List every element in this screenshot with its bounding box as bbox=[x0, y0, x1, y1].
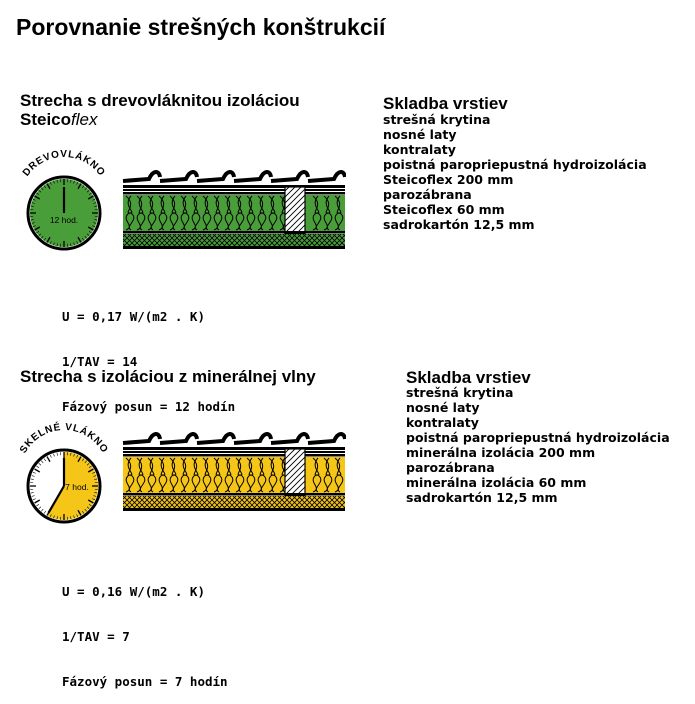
list-item: sadrokartón 12,5 mm bbox=[406, 490, 670, 505]
phase-shift: Fázový posun = 7 hodín bbox=[62, 674, 228, 689]
section-2-clock bbox=[8, 414, 118, 526]
list-item: strešná krytina bbox=[383, 112, 647, 127]
list-item: kontralaty bbox=[406, 415, 670, 430]
page-title: Porovnanie strešných konštrukcií bbox=[16, 14, 385, 41]
section-2-title: Strecha s izoláciou z minerálnej vlny bbox=[20, 367, 316, 387]
section-2-layers-title: Skladba vrstiev bbox=[406, 368, 531, 388]
brand-bold: Steico bbox=[20, 110, 71, 129]
section-1-roof-diagram bbox=[122, 168, 346, 252]
plasterboard bbox=[123, 246, 345, 249]
list-item: parozábrana bbox=[383, 187, 647, 202]
section-1-layers-title: Skladba vrstiev bbox=[383, 94, 508, 114]
battens bbox=[123, 447, 345, 450]
insulation-200 bbox=[123, 457, 345, 493]
section-1-stats bbox=[62, 279, 235, 429]
rafter-grain bbox=[285, 449, 305, 496]
section-1-title: Strecha s drevovláknitou izoláciou bbox=[20, 91, 300, 111]
u-value: U = 0,17 W/(m2 . K) bbox=[62, 309, 235, 324]
section-1-clock bbox=[8, 143, 118, 253]
list-item: sadrokartón 12,5 mm bbox=[383, 217, 647, 232]
list-item: poistná paropriepustná hydroizolácia bbox=[383, 157, 647, 172]
phase-shift: Fázový posun = 12 hodín bbox=[62, 399, 235, 414]
section-1-layer-list bbox=[383, 112, 647, 232]
vapor-barrier bbox=[123, 231, 345, 234]
list-item: minerálna izolácia 200 mm bbox=[406, 445, 670, 460]
clock-arc-label: DREVOVLÁKNO bbox=[21, 149, 107, 179]
brand-italic: flex bbox=[71, 110, 97, 129]
clock-hours-label: 12 hod. bbox=[50, 215, 78, 225]
list-item: poistná paropriepustná hydroizolácia bbox=[406, 430, 670, 445]
section-1-brand bbox=[20, 110, 98, 130]
rafter-grain bbox=[285, 187, 305, 234]
section-2-stats bbox=[62, 554, 228, 704]
membrane bbox=[123, 192, 345, 195]
list-item: Steicoflex 200 mm bbox=[383, 172, 647, 187]
counter-battens bbox=[123, 451, 345, 453]
section-2-roof-diagram bbox=[122, 430, 346, 514]
section-2-layer-list bbox=[406, 385, 670, 505]
u-value: U = 0,16 W/(m2 . K) bbox=[62, 584, 228, 599]
counter-battens bbox=[123, 189, 345, 191]
list-item: Steicoflex 60 mm bbox=[383, 202, 647, 217]
plasterboard bbox=[123, 508, 345, 511]
list-item: strešná krytina bbox=[406, 385, 670, 400]
tav-value: 1/TAV = 14 bbox=[62, 354, 235, 369]
list-item: nosné laty bbox=[406, 400, 670, 415]
clock-hours-label: 7 hod. bbox=[65, 482, 89, 492]
battens bbox=[123, 185, 345, 188]
insulation-200 bbox=[123, 195, 345, 231]
clock-arc-label: SKELNÉ VLÁKNO bbox=[18, 420, 110, 455]
tav-value: 1/TAV = 7 bbox=[62, 629, 228, 644]
list-item: nosné laty bbox=[383, 127, 647, 142]
roof-tiles bbox=[123, 434, 345, 443]
list-item: minerálna izolácia 60 mm bbox=[406, 475, 670, 490]
membrane bbox=[123, 454, 345, 457]
vapor-barrier bbox=[123, 493, 345, 496]
roof-tiles bbox=[123, 172, 345, 181]
list-item: kontralaty bbox=[383, 142, 647, 157]
list-item: parozábrana bbox=[406, 460, 670, 475]
